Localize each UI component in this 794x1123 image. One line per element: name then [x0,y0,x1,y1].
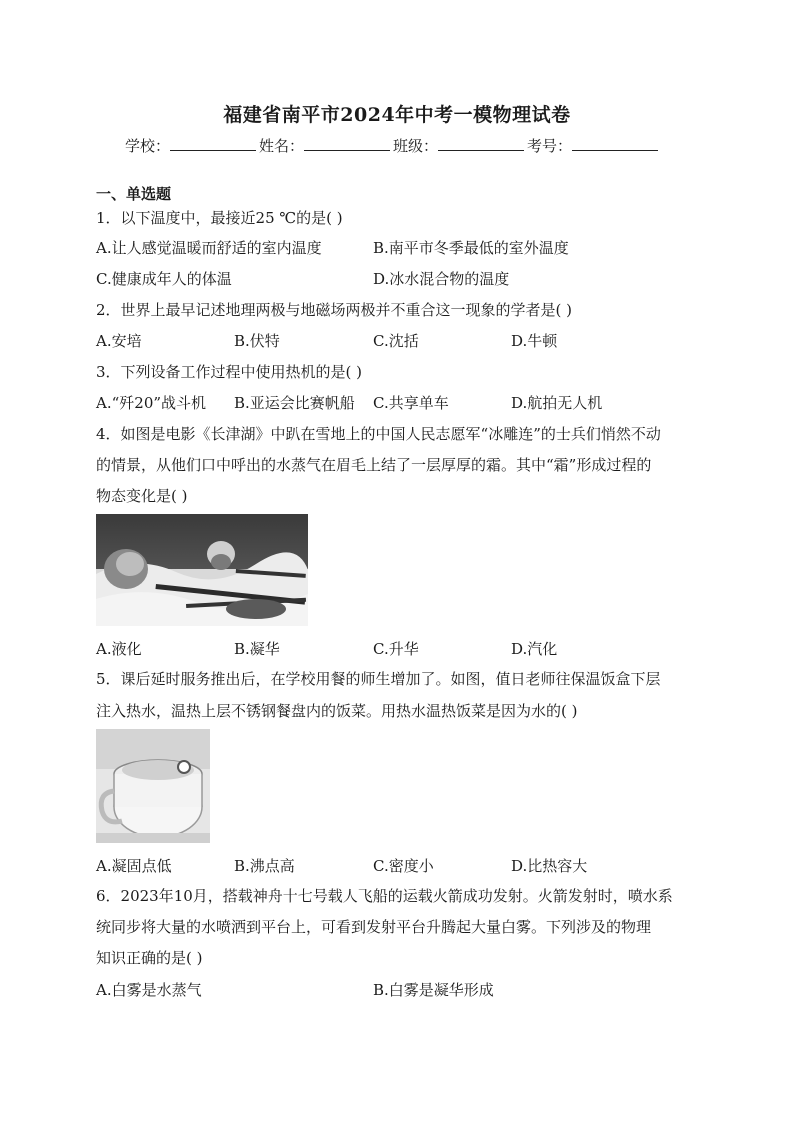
q2-option-b[interactable]: B.伏特 [234,332,280,350]
number-blank[interactable] [572,136,658,151]
class-label: 班级： [393,137,439,155]
q2-option-d[interactable]: D.牛顿 [511,332,558,350]
question-1-stem: 1．以下温度中，最接近25 ℃的是( ) [96,209,343,227]
student-info-row [125,135,661,156]
q3-option-a[interactable]: A.“歼20”战斗机 [96,394,207,412]
q2-option-a[interactable]: A.安培 [96,332,142,350]
question-6-line-1: 6．2023年10月，搭载神舟十七号载人飞船的运载火箭成功发射。火箭发射时，喷水系 [96,887,673,905]
q5-option-a[interactable]: A.凝固点低 [96,857,172,875]
q5-option-c[interactable]: C.密度小 [373,857,434,875]
question-5-line-2: 注入热水，温热上层不锈钢餐盘内的饭菜。用热水温热饭菜是因为水的( ) [96,702,578,720]
snow-soldiers-photo [96,514,308,626]
q5-option-b[interactable]: B.沸点高 [234,857,295,875]
lunch-box-photo [96,729,210,843]
number-label: 考号： [527,137,573,155]
q4-option-c[interactable]: C.升华 [373,640,419,658]
q4-option-b[interactable]: B.凝华 [234,640,280,658]
q2-option-c[interactable]: C.沈括 [373,332,419,350]
q1-option-c[interactable]: C.健康成年人的体温 [96,270,232,288]
school-blank[interactable] [170,136,256,151]
school-label: 学校： [125,137,171,155]
q4-option-d[interactable]: D.汽化 [511,640,558,658]
name-blank[interactable] [304,136,390,151]
q3-option-d[interactable]: D.航拍无人机 [511,394,603,412]
question-3-stem: 3．下列设备工作过程中使用热机的是( ) [96,363,363,381]
class-blank[interactable] [438,136,524,151]
question-4-line-2: 的情景，从他们口中呼出的水蒸气在眉毛上结了一层厚厚的霜。其中“霜”形成过程的 [96,456,652,474]
section-heading: 一、单选题 [96,185,172,203]
exam-title: 福建省南平市2024年中考一模物理试卷 [223,104,571,126]
question-4-line-1: 4．如图是电影《长津湖》中趴在雪地上的中国人民志愿军“冰雕连”的士兵们悄然不动 [96,425,661,443]
q1-option-d[interactable]: D.冰水混合物的温度 [373,270,510,288]
q1-option-b[interactable]: B.南平市冬季最低的室外温度 [373,239,569,257]
q5-option-d[interactable]: D.比热容大 [511,857,588,875]
question-6-line-2: 统同步将大量的水喷洒到平台上，可看到发射平台升腾起大量白雾。下列涉及的物理 [96,918,652,936]
q4-option-a[interactable]: A.液化 [96,640,142,658]
name-label: 姓名： [259,137,305,155]
q3-option-b[interactable]: B.亚运会比赛帆船 [234,394,355,412]
q1-option-a[interactable]: A.让人感觉温暖而舒适的室内温度 [96,239,322,257]
q6-option-a[interactable]: A.白雾是水蒸气 [96,981,202,999]
question-6-line-3: 知识正确的是( ) [96,949,203,967]
question-5-line-1: 5．课后延时服务推出后，在学校用餐的师生增加了。如图，值日老师往保温饭盒下层 [96,670,661,688]
question-4-line-3: 物态变化是( ) [96,487,188,505]
question-2-stem: 2．世界上最早记述地理两极与地磁场两极并不重合这一现象的学者是( ) [96,301,573,319]
q3-option-c[interactable]: C.共享单车 [373,394,449,412]
q6-option-b[interactable]: B.白雾是凝华形成 [373,981,494,999]
